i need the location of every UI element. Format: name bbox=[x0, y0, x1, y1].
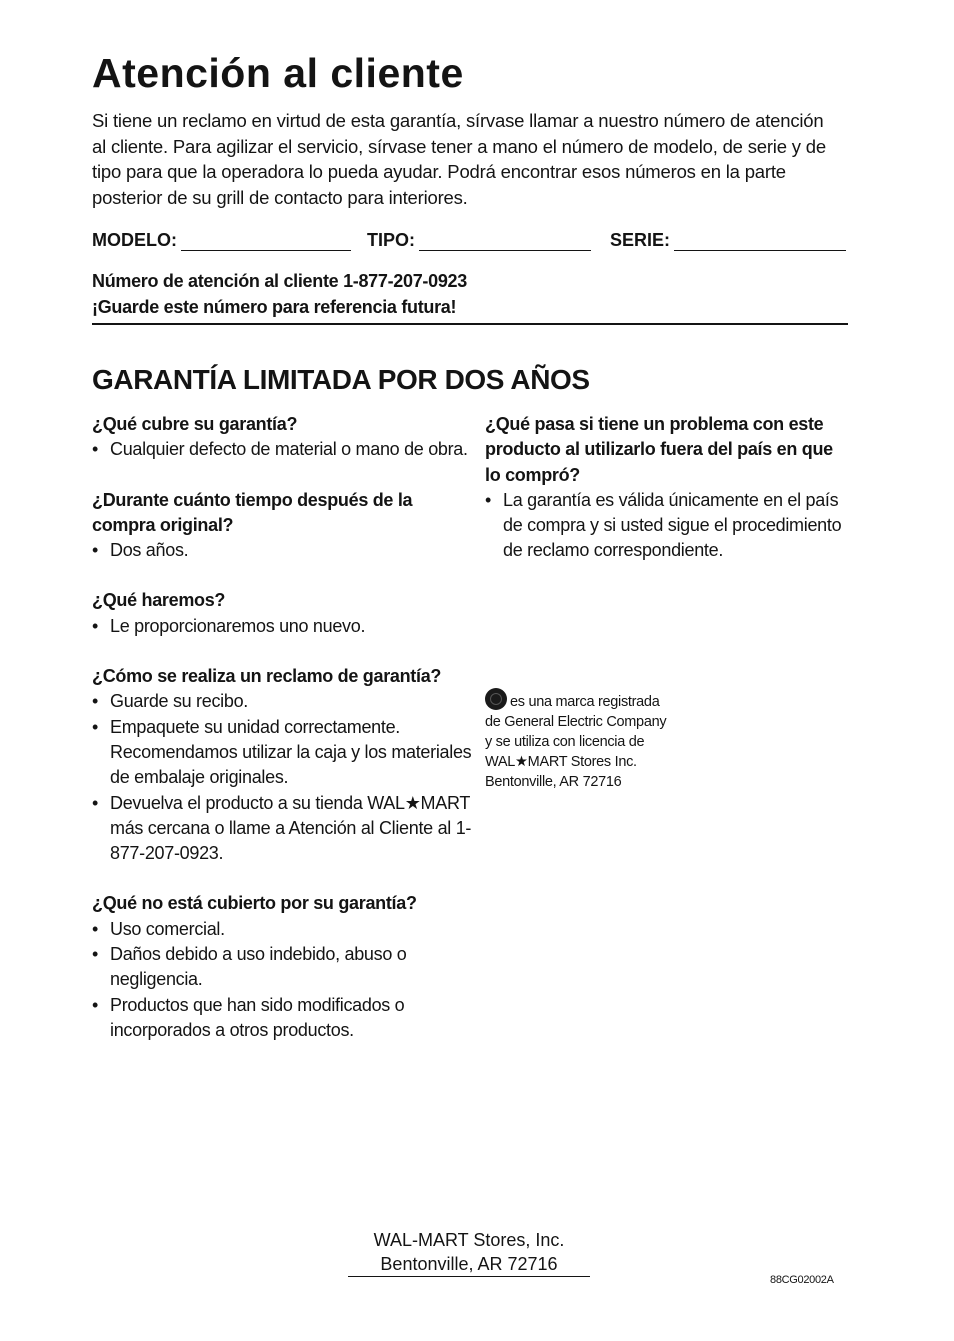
warranty-right-column bbox=[485, 412, 850, 589]
customer-service-phone bbox=[92, 268, 848, 325]
type-blank-line bbox=[419, 230, 591, 251]
phone-reminder-line: ¡Guarde este número para referencia futura! bbox=[92, 297, 457, 317]
serial-blank-line bbox=[674, 230, 846, 251]
faq-bullet: • Empaquete su unidad correctamente. Recomendamos utilizar la caja y los materiales de embalaje originales. bbox=[92, 715, 477, 791]
faq-question: ¿Cómo se realiza un reclamo de garantía? bbox=[92, 666, 442, 687]
serial-label: SERIE: bbox=[610, 230, 671, 250]
faq-question: ¿Qué pasa si tiene un problema con este producto al utilizarlo fuera del país en que lo compró? bbox=[485, 414, 833, 485]
intro-paragraph: Si tiene un reclamo en virtud de esta garantía, sírvase llamar a nuestro número de atención al cliente. Para agilizar el servicio, sírvase tener a mano el número de modelo, de serie y de tipo para que la operadora lo pueda ayudar. Podrá encontrar esos números en la parte posterior de su grill de contacto para interiores. bbox=[92, 110, 826, 208]
faq-bullet: • Daños debido a uso indebido, abuso o negligencia. bbox=[92, 942, 477, 993]
faq-claim-process bbox=[92, 664, 477, 866]
faq-bullet: • La garantía es válida únicamente en el país de compra y si usted sigue el procedimiento de reclamo correspondiente. bbox=[485, 488, 850, 564]
faq-bullet: • Productos que han sido modificados o incorporados a otros productos. bbox=[92, 993, 477, 1044]
faq-coverage bbox=[92, 412, 477, 463]
faq-bullet: • Devuelva el producto a su tienda WAL★MART más cercana o llame a Atención al Cliente al 1-877-207-0923. bbox=[92, 791, 477, 867]
footer-address bbox=[348, 1228, 590, 1277]
trademark-line: y se utiliza con licencia de bbox=[485, 734, 645, 750]
page-title: Atención al cliente bbox=[92, 50, 464, 96]
trademark-line: Bentonville, AR 72716 bbox=[485, 774, 622, 790]
faq-bullet: • Uso comercial. bbox=[92, 917, 477, 942]
trademark-line: WAL★MART Stores Inc. bbox=[485, 754, 637, 770]
faq-bullet: • Cualquier defecto de material o mano de obra. bbox=[92, 437, 477, 462]
faq-bullet: • Guarde su recibo. bbox=[92, 689, 477, 714]
faq-bullet: • Le proporcionaremos uno nuevo. bbox=[92, 614, 477, 639]
faq-question: ¿Qué no está cubierto por su garantía? bbox=[92, 893, 417, 914]
model-blank-line bbox=[181, 230, 351, 251]
ge-monogram-icon bbox=[485, 688, 507, 710]
phone-number-line: Número de atención al cliente 1-877-207-0923 bbox=[92, 271, 467, 291]
footer-city: Bentonville, AR 72716 bbox=[380, 1254, 558, 1274]
footer-company: WAL-MART Stores, Inc. bbox=[373, 1230, 565, 1250]
product-info-fields bbox=[92, 230, 848, 256]
faq-duration bbox=[92, 488, 477, 564]
faq-exclusions bbox=[92, 891, 477, 1043]
model-field[interactable] bbox=[92, 230, 351, 251]
warranty-title: GARANTÍA LIMITADA POR DOS AÑOS bbox=[92, 364, 590, 395]
model-label: MODELO: bbox=[92, 230, 177, 250]
trademark-line: de General Electric Company bbox=[485, 714, 667, 730]
warranty-left-column bbox=[92, 412, 477, 1068]
trademark-notice bbox=[485, 688, 705, 792]
faq-remedy bbox=[92, 588, 477, 639]
faq-question: ¿Qué haremos? bbox=[92, 590, 226, 611]
faq-outside-country bbox=[485, 412, 850, 564]
faq-question: ¿Durante cuánto tiempo después de la compra original? bbox=[92, 489, 413, 535]
faq-bullet: • Dos años. bbox=[92, 538, 477, 563]
document-code: 88CG02002A bbox=[770, 1274, 834, 1286]
faq-question: ¿Qué cubre su garantía? bbox=[92, 414, 298, 434]
type-label: TIPO: bbox=[367, 230, 415, 250]
trademark-line: es una marca registrada bbox=[510, 694, 660, 710]
serial-field[interactable] bbox=[610, 230, 846, 251]
type-field[interactable] bbox=[367, 230, 591, 251]
